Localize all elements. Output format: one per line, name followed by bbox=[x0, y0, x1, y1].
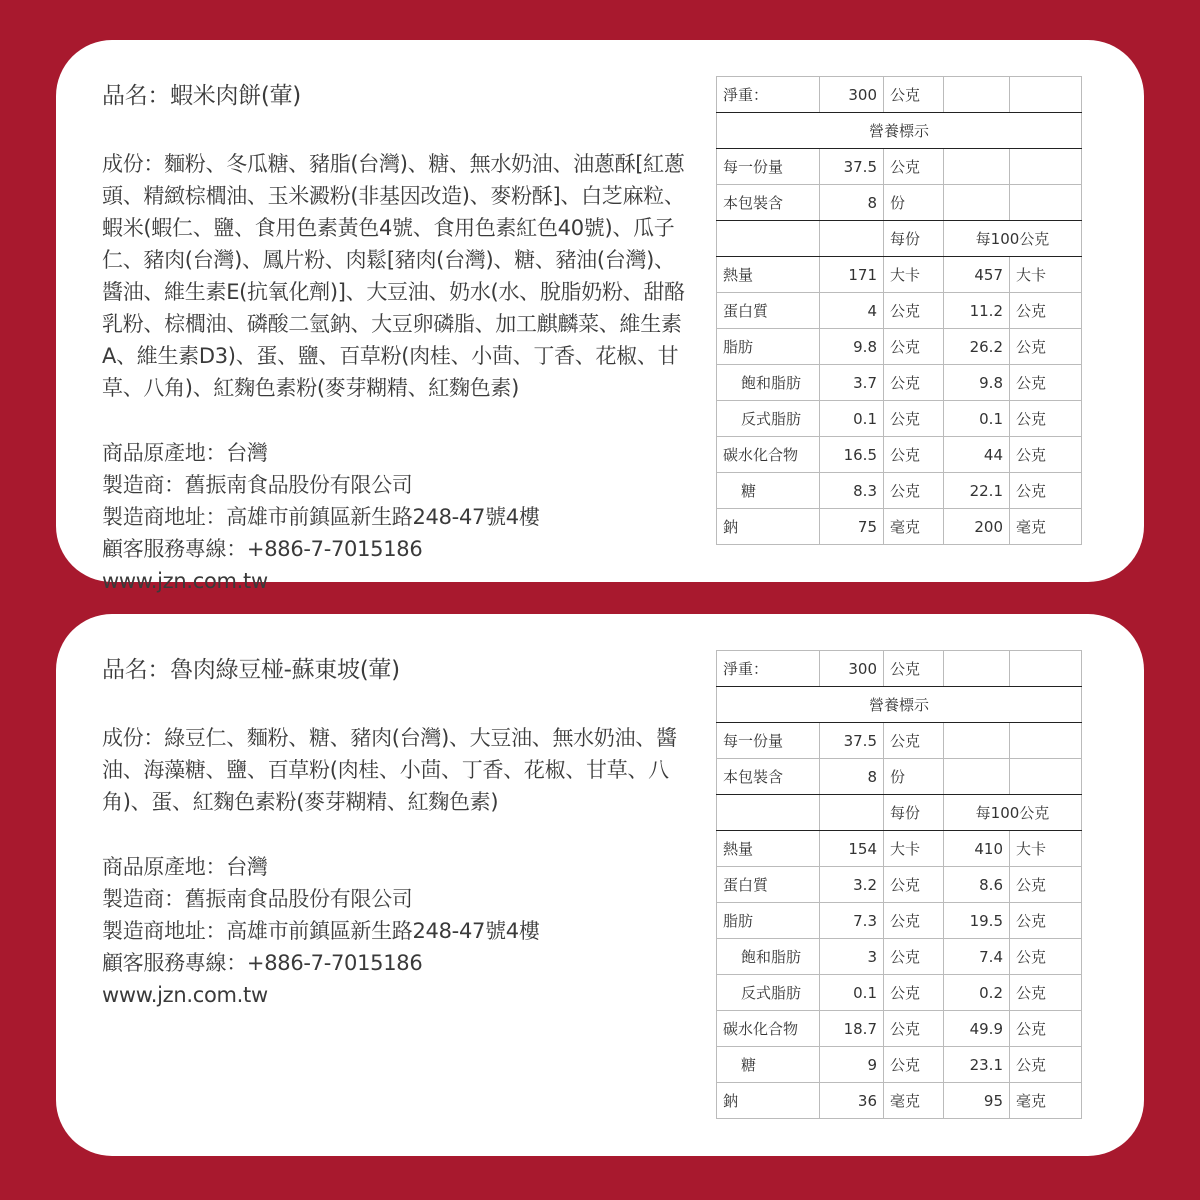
per-serving-unit: 公克 bbox=[884, 365, 944, 401]
per-100g-unit: 公克 bbox=[1010, 401, 1082, 437]
nutrient-row bbox=[717, 1011, 1082, 1047]
per-100g-value: 9.8 bbox=[944, 365, 1010, 401]
hotline-text: 顧客服務專線：+886-7-7015186 bbox=[102, 951, 423, 975]
net-weight-label: 淨重： bbox=[717, 77, 820, 113]
column-header-row bbox=[717, 795, 1082, 831]
per-serving-value: 171 bbox=[820, 257, 884, 293]
nutrient-label: 糖 bbox=[717, 473, 820, 509]
per-serving-value: 18.7 bbox=[820, 1011, 884, 1047]
net-weight-row bbox=[717, 77, 1082, 113]
per-100g-value: 200 bbox=[944, 509, 1010, 545]
per-serving-value: 3.2 bbox=[820, 867, 884, 903]
product-card-2 bbox=[56, 614, 1144, 1156]
per-serving-unit: 公克 bbox=[884, 939, 944, 975]
nutrient-row bbox=[717, 1083, 1082, 1119]
serving-label: 每一份量 bbox=[717, 723, 820, 759]
nutrient-row bbox=[717, 509, 1082, 545]
per-100g-unit: 公克 bbox=[1010, 975, 1082, 1011]
servings-value: 8 bbox=[820, 759, 884, 795]
per-100g-unit: 公克 bbox=[1010, 867, 1082, 903]
net-weight-unit: 公克 bbox=[884, 651, 944, 687]
website-link[interactable]: www.jzn.com.tw bbox=[102, 569, 268, 593]
net-weight-value: 300 bbox=[820, 77, 884, 113]
servings-unit: 份 bbox=[884, 185, 944, 221]
origin-text: 商品原產地：台灣 bbox=[102, 855, 268, 879]
per-serving-value: 4 bbox=[820, 293, 884, 329]
nutrient-label: 糖 bbox=[717, 1047, 820, 1083]
net-weight-label: 淨重： bbox=[717, 651, 820, 687]
nutrient-label: 碳水化合物 bbox=[717, 437, 820, 473]
per-serving-unit: 毫克 bbox=[884, 1083, 944, 1119]
per-100g-value: 22.1 bbox=[944, 473, 1010, 509]
nutrient-label: 飽和脂肪 bbox=[717, 365, 820, 401]
per-100g-unit: 公克 bbox=[1010, 903, 1082, 939]
per-serving-value: 9.8 bbox=[820, 329, 884, 365]
per-100g-unit: 公克 bbox=[1010, 473, 1082, 509]
per-100g-value: 95 bbox=[944, 1083, 1010, 1119]
per-serving-unit: 公克 bbox=[884, 329, 944, 365]
per-serving-value: 36 bbox=[820, 1083, 884, 1119]
nutrition-title: 營養標示 bbox=[717, 113, 1082, 149]
per-100g-unit: 公克 bbox=[1010, 365, 1082, 401]
manufacturer-text: 製造商：舊振南食品股份有限公司 bbox=[102, 473, 413, 497]
per-100g-unit: 公克 bbox=[1010, 437, 1082, 473]
nutrient-label: 鈉 bbox=[717, 509, 820, 545]
nutrition-title: 營養標示 bbox=[717, 687, 1082, 723]
nutrient-row bbox=[717, 293, 1082, 329]
nutrient-label: 碳水化合物 bbox=[717, 1011, 820, 1047]
nutrient-row bbox=[717, 365, 1082, 401]
product-info bbox=[102, 80, 692, 597]
per-serving-unit: 公克 bbox=[884, 903, 944, 939]
per-serving-header: 每份 bbox=[884, 795, 944, 831]
per-100g-value: 410 bbox=[944, 831, 1010, 867]
per-serving-value: 9 bbox=[820, 1047, 884, 1083]
product-name: 品名：魯肉綠豆椪-蘇東坡(葷) bbox=[102, 657, 400, 683]
per-100g-value: 26.2 bbox=[944, 329, 1010, 365]
per-100g-unit: 大卡 bbox=[1010, 831, 1082, 867]
nutrition-table bbox=[716, 76, 1082, 545]
per-100g-value: 0.1 bbox=[944, 401, 1010, 437]
per-serving-unit: 公克 bbox=[884, 473, 944, 509]
nutrient-label: 脂肪 bbox=[717, 903, 820, 939]
ingredients-text: 成份：綠豆仁、麵粉、糖、豬肉(台灣)、大豆油、無水奶油、醬油、海藻糖、鹽、百草粉(肉桂、小茴、丁香、花椒、甘草、八角)、蛋、紅麴色素粉(麥芽糊精、紅麴色素) bbox=[102, 726, 677, 814]
serving-unit: 公克 bbox=[884, 723, 944, 759]
servings-row bbox=[717, 185, 1082, 221]
per-serving-value: 8.3 bbox=[820, 473, 884, 509]
per-serving-value: 7.3 bbox=[820, 903, 884, 939]
nutrient-label: 蛋白質 bbox=[717, 293, 820, 329]
per-100g-value: 7.4 bbox=[944, 939, 1010, 975]
per-serving-unit: 公克 bbox=[884, 293, 944, 329]
per-serving-unit: 公克 bbox=[884, 867, 944, 903]
per-serving-unit: 公克 bbox=[884, 1011, 944, 1047]
nutrient-label: 反式脂肪 bbox=[717, 401, 820, 437]
per-100g-header: 每100公克 bbox=[944, 221, 1082, 257]
nutrient-row bbox=[717, 473, 1082, 509]
serving-value: 37.5 bbox=[820, 149, 884, 185]
per-serving-unit: 大卡 bbox=[884, 831, 944, 867]
per-serving-value: 154 bbox=[820, 831, 884, 867]
per-serving-unit: 公克 bbox=[884, 975, 944, 1011]
per-100g-value: 19.5 bbox=[944, 903, 1010, 939]
serving-unit: 公克 bbox=[884, 149, 944, 185]
per-100g-value: 457 bbox=[944, 257, 1010, 293]
address-text: 製造商地址：高雄市前鎮區新生路248-47號4樓 bbox=[102, 505, 540, 529]
nutrient-label: 蛋白質 bbox=[717, 867, 820, 903]
per-100g-value: 0.2 bbox=[944, 975, 1010, 1011]
nutrient-row bbox=[717, 867, 1082, 903]
per-serving-unit: 毫克 bbox=[884, 509, 944, 545]
nutrient-label: 反式脂肪 bbox=[717, 975, 820, 1011]
net-weight-value: 300 bbox=[820, 651, 884, 687]
per-100g-value: 44 bbox=[944, 437, 1010, 473]
per-100g-unit: 公克 bbox=[1010, 329, 1082, 365]
nutrition-title-row bbox=[717, 113, 1082, 149]
net-weight-unit: 公克 bbox=[884, 77, 944, 113]
nutrient-row bbox=[717, 401, 1082, 437]
product-card-1 bbox=[56, 40, 1144, 593]
per-100g-unit: 公克 bbox=[1010, 293, 1082, 329]
servings-label: 本包裝含 bbox=[717, 759, 820, 795]
per-100g-value: 23.1 bbox=[944, 1047, 1010, 1083]
per-100g-value: 11.2 bbox=[944, 293, 1010, 329]
nutrient-row bbox=[717, 1047, 1082, 1083]
per-serving-unit: 大卡 bbox=[884, 257, 944, 293]
per-serving-unit: 公克 bbox=[884, 401, 944, 437]
nutrition-title-row bbox=[717, 687, 1082, 723]
hotline-text: 顧客服務專線：+886-7-7015186 bbox=[102, 537, 423, 561]
website-link[interactable]: www.jzn.com.tw bbox=[102, 983, 268, 1007]
per-100g-unit: 大卡 bbox=[1010, 257, 1082, 293]
product-name: 品名：蝦米肉餅(葷) bbox=[102, 83, 301, 109]
nutrient-row bbox=[717, 257, 1082, 293]
per-100g-unit: 公克 bbox=[1010, 1011, 1082, 1047]
serving-size-row bbox=[717, 149, 1082, 185]
net-weight-row bbox=[717, 651, 1082, 687]
per-serving-value: 0.1 bbox=[820, 401, 884, 437]
per-100g-value: 49.9 bbox=[944, 1011, 1010, 1047]
per-100g-unit: 毫克 bbox=[1010, 509, 1082, 545]
per-serving-unit: 公克 bbox=[884, 437, 944, 473]
serving-value: 37.5 bbox=[820, 723, 884, 759]
nutrient-label: 飽和脂肪 bbox=[717, 939, 820, 975]
servings-label: 本包裝含 bbox=[717, 185, 820, 221]
product-info bbox=[102, 654, 692, 1011]
per-serving-value: 16.5 bbox=[820, 437, 884, 473]
per-serving-value: 0.1 bbox=[820, 975, 884, 1011]
nutrient-row bbox=[717, 437, 1082, 473]
per-100g-value: 8.6 bbox=[944, 867, 1010, 903]
nutrient-label: 熱量 bbox=[717, 831, 820, 867]
per-100g-unit: 公克 bbox=[1010, 939, 1082, 975]
nutrient-label: 鈉 bbox=[717, 1083, 820, 1119]
per-100g-header: 每100公克 bbox=[944, 795, 1082, 831]
nutrient-row bbox=[717, 903, 1082, 939]
per-serving-header: 每份 bbox=[884, 221, 944, 257]
servings-row bbox=[717, 759, 1082, 795]
per-serving-value: 3.7 bbox=[820, 365, 884, 401]
serving-size-row bbox=[717, 723, 1082, 759]
origin-text: 商品原產地：台灣 bbox=[102, 441, 268, 465]
nutrient-label: 脂肪 bbox=[717, 329, 820, 365]
ingredients-text: 成份：麵粉、冬瓜糖、豬脂(台灣)、糖、無水奶油、油蔥酥[紅蔥頭、精緻棕櫚油、玉米澱粉(非基因改造)、麥粉酥]、白芝麻粒、蝦米(蝦仁、鹽、食用色素黃色4號、食用色素紅色40號)、瓜子仁、豬肉(台灣)、鳳片粉、肉鬆[豬肉(台灣)、糖、豬油(台灣)、醬油、維生素E(抗氧化劑)]、大豆油、奶水(水、脫脂奶粉、甜酪乳粉、棕櫚油、磷酸二氫鈉、大豆卵磷脂、加工麒麟菜、維生素A、維生素D3)、蛋、鹽、百草粉(肉桂、小茴、丁香、花椒、甘草、八角)、紅麴色素粉(麥芽糊精、紅麴色素) bbox=[102, 152, 685, 400]
servings-value: 8 bbox=[820, 185, 884, 221]
per-serving-unit: 公克 bbox=[884, 1047, 944, 1083]
nutrient-row bbox=[717, 939, 1082, 975]
column-header-row bbox=[717, 221, 1082, 257]
per-100g-unit: 毫克 bbox=[1010, 1083, 1082, 1119]
nutrient-row bbox=[717, 329, 1082, 365]
servings-unit: 份 bbox=[884, 759, 944, 795]
serving-label: 每一份量 bbox=[717, 149, 820, 185]
address-text: 製造商地址：高雄市前鎮區新生路248-47號4樓 bbox=[102, 919, 540, 943]
nutrition-table bbox=[716, 650, 1082, 1119]
per-serving-value: 75 bbox=[820, 509, 884, 545]
per-100g-unit: 公克 bbox=[1010, 1047, 1082, 1083]
nutrient-row bbox=[717, 975, 1082, 1011]
nutrient-row bbox=[717, 831, 1082, 867]
manufacturer-text: 製造商：舊振南食品股份有限公司 bbox=[102, 887, 413, 911]
nutrient-label: 熱量 bbox=[717, 257, 820, 293]
per-serving-value: 3 bbox=[820, 939, 884, 975]
